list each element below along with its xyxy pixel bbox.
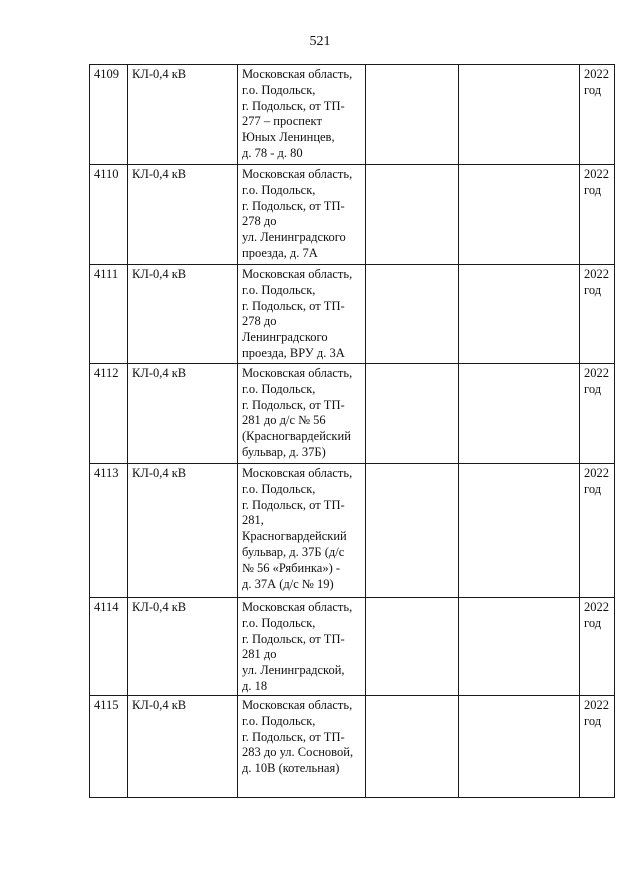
- address-cell: Московская область, г.о. Подольск, г. Подольск, от ТП- 278 до Ленинградского проезда, ВРУ д. 3А: [238, 265, 366, 364]
- row-number: 4111: [90, 265, 128, 364]
- empty-cell: [366, 265, 459, 364]
- row-number: 4113: [90, 464, 128, 598]
- line-type: КЛ-0,4 кВ: [128, 598, 238, 696]
- address-cell: Московская область, г.о. Подольск, г. Подольск, от ТП- 281 до д/с № 56 (Красногвардейский бульвар, д. 37Б): [238, 364, 366, 464]
- line-type: КЛ-0,4 кВ: [128, 265, 238, 364]
- year-cell: 2022 год: [580, 598, 615, 696]
- empty-cell: [366, 165, 459, 265]
- empty-cell: [459, 65, 580, 165]
- table-row: [90, 165, 615, 265]
- table-row: [90, 598, 615, 696]
- address-cell: Московская область, г.о. Подольск, г. Подольск, от ТП- 278 до ул. Ленинградского проезда, д. 7А: [238, 165, 366, 265]
- address-cell: Московская область, г.о. Подольск, г. Подольск, от ТП- 281, Красногвардейский бульвар, д. 37Б (д/с № 56 «Рябинка») - д. 37А (д/с № 19): [238, 464, 366, 598]
- table-row: [90, 65, 615, 165]
- address-cell: Московская область, г.о. Подольск, г. Подольск, от ТП- 281 до ул. Ленинградской, д. 18: [238, 598, 366, 696]
- table-row: [90, 464, 615, 598]
- row-number: 4114: [90, 598, 128, 696]
- empty-cell: [366, 464, 459, 598]
- table-row: [90, 696, 615, 798]
- line-type: КЛ-0,4 кВ: [128, 696, 238, 798]
- empty-cell: [366, 364, 459, 464]
- year-cell: 2022 год: [580, 265, 615, 364]
- empty-cell: [366, 696, 459, 798]
- year-cell: 2022 год: [580, 696, 615, 798]
- empty-cell: [459, 165, 580, 265]
- row-number: 4112: [90, 364, 128, 464]
- year-cell: 2022 год: [580, 165, 615, 265]
- empty-cell: [366, 65, 459, 165]
- table-row: [90, 265, 615, 364]
- line-type: КЛ-0,4 кВ: [128, 65, 238, 165]
- data-table: [89, 64, 615, 798]
- address-cell: Московская область, г.о. Подольск, г. Подольск, от ТП- 277 – проспект Юных Ленинцев, д. 78 - д. 80: [238, 65, 366, 165]
- line-type: КЛ-0,4 кВ: [128, 165, 238, 265]
- row-number: 4110: [90, 165, 128, 265]
- empty-cell: [366, 598, 459, 696]
- year-cell: 2022 год: [580, 364, 615, 464]
- row-number: 4109: [90, 65, 128, 165]
- empty-cell: [459, 696, 580, 798]
- line-type: КЛ-0,4 кВ: [128, 464, 238, 598]
- table-row: [90, 364, 615, 464]
- address-cell: Московская область, г.о. Подольск, г. Подольск, от ТП- 283 до ул. Сосновой, д. 10В (котельная): [238, 696, 366, 798]
- year-cell: 2022 год: [580, 464, 615, 598]
- page-number: 521: [309, 34, 331, 49]
- empty-cell: [459, 364, 580, 464]
- empty-cell: [459, 598, 580, 696]
- empty-cell: [459, 464, 580, 598]
- empty-cell: [459, 265, 580, 364]
- line-type: КЛ-0,4 кВ: [128, 364, 238, 464]
- year-cell: 2022 год: [580, 65, 615, 165]
- row-number: 4115: [90, 696, 128, 798]
